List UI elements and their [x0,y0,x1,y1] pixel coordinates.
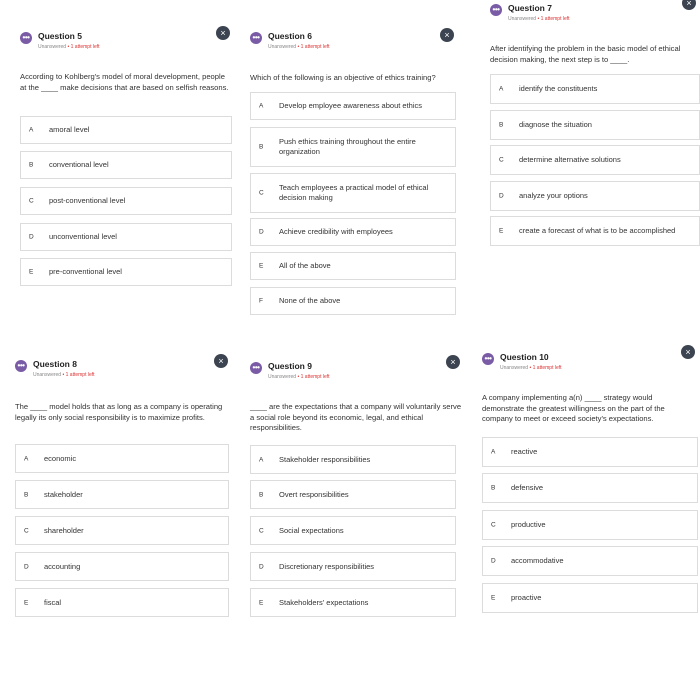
option-c[interactable]: C determine alternative solutions [490,145,700,175]
question-header [482,351,700,381]
option-d[interactable]: D Achieve credibility with employees [250,218,456,246]
option-c[interactable]: C shareholder [15,516,229,545]
chat-bubble-icon: ••• [250,32,262,44]
option-b[interactable]: B Overt responsibilities [250,480,456,509]
chat-bubble-icon: ••• [490,4,502,16]
close-button[interactable]: × [446,355,460,369]
close-button[interactable]: × [440,28,454,42]
option-a[interactable]: A amoral level [20,116,232,144]
question-stem: ____ are the expectations that a company will voluntarily serve a social role beyond its economic, legal, and ethical responsibilities. [250,402,462,432]
question-title: Question 8 [33,359,77,369]
question-stem: Which of the following is an objective of ethics training? [250,73,436,82]
option-f[interactable]: F None of the above [250,287,456,315]
question-card-8 [15,356,245,607]
option-a[interactable]: A economic [15,444,229,473]
question-status: Unanswered • 1 attempt left [268,44,330,50]
close-button[interactable]: × [216,26,230,40]
question-status: Unanswered • 1 attempt left [268,374,330,380]
question-stem: The ____ model holds that as long as a company is operating legally its only social responsibility is to maximize profits. [15,402,223,422]
question-card-7 [490,0,700,235]
option-c[interactable]: C Social expectations [250,516,456,545]
chat-bubble-icon: ••• [482,353,494,365]
chat-bubble-icon: ••• [15,360,27,372]
question-header [15,358,245,388]
option-b[interactable]: B defensive [482,473,698,503]
question-card-6 [250,30,480,305]
question-title: Question 5 [38,31,82,41]
question-card-5 [20,28,250,276]
question-header [490,2,700,32]
option-a[interactable]: A reactive [482,437,698,467]
close-button[interactable]: × [214,354,228,368]
option-a[interactable]: A identify the constituents [490,74,700,104]
option-e[interactable]: E fiscal [15,588,229,617]
option-a[interactable]: A Develop employee awareness about ethics [250,92,456,120]
question-title: Question 10 [500,352,549,362]
question-title: Question 9 [268,361,312,371]
question-status: Unanswered • 1 attempt left [508,16,570,22]
option-c[interactable]: C Teach employees a practical model of ethical decision making [250,173,456,213]
close-button[interactable]: × [682,0,696,10]
option-c[interactable]: C productive [482,510,698,540]
question-status: Unanswered • 1 attempt left [500,365,562,371]
question-status: Unanswered • 1 attempt left [33,372,95,378]
option-e[interactable]: E All of the above [250,252,456,280]
option-d[interactable]: D accommodative [482,546,698,576]
question-title: Question 6 [268,31,312,41]
question-stem: According to Kohlberg's model of moral development, people at the ____ make decisions that are based on selfish reasons. [20,72,229,92]
chat-bubble-icon: ••• [250,362,262,374]
chat-bubble-icon: ••• [20,32,32,44]
option-c[interactable]: C post-conventional level [20,187,232,215]
question-card-9 [250,357,480,607]
option-b[interactable]: B diagnose the situation [490,110,700,140]
option-b[interactable]: B Push ethics training throughout the entire organization [250,127,456,167]
option-d[interactable]: D analyze your options [490,181,700,211]
question-title: Question 7 [508,3,552,13]
option-d[interactable]: D accounting [15,552,229,581]
question-stem: A company implementing a(n) ____ strategy would demonstrate the greatest willingness on the part of the company to meet or exceed society's expectations. [482,393,665,423]
option-e[interactable]: E Stakeholders' expectations [250,588,456,617]
option-b[interactable]: B conventional level [20,151,232,179]
option-b[interactable]: B stakeholder [15,480,229,509]
option-a[interactable]: A Stakeholder responsibilities [250,445,456,474]
option-d[interactable]: D Discretionary responsibilities [250,552,456,581]
question-status: Unanswered • 1 attempt left [38,44,100,50]
question-stem: After identifying the problem in the basic model of ethical decision making, the next step is to ____. [490,44,681,64]
question-card-10 [482,347,700,602]
option-d[interactable]: D unconventional level [20,223,232,251]
option-e[interactable]: E create a forecast of what is to be accomplished [490,216,700,246]
close-button[interactable]: × [681,345,695,359]
option-e[interactable]: E proactive [482,583,698,613]
option-e[interactable]: E pre-conventional level [20,258,232,286]
